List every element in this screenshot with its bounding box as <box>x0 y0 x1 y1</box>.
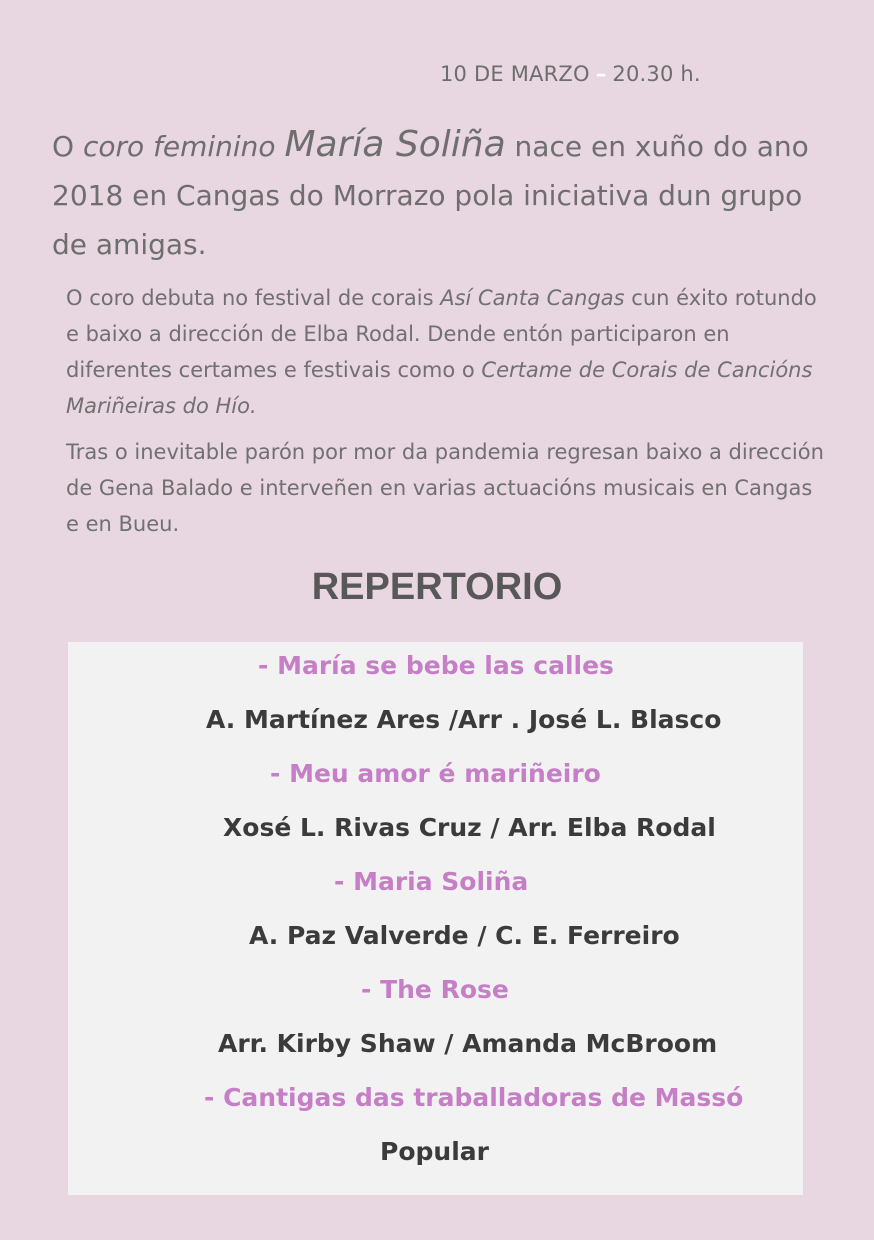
song-author: Xosé L. Rivas Cruz / Arr. Elba Rodal <box>223 813 716 842</box>
separator-dash: – <box>595 62 607 86</box>
repertoire-heading: REPERTORIO <box>311 566 563 608</box>
history-text-a: O coro debuta no festival de corais <box>66 286 441 310</box>
song-author: Popular <box>380 1137 489 1166</box>
intro-text-end: nace en xuño do ano 2018 en Cangas do Morrazo pola iniciativa dun grupo de amigas. <box>52 130 809 261</box>
event-time: 20.30 h. <box>612 62 701 86</box>
song-title: - María se bebe las calles <box>258 651 614 680</box>
intro-text: O <box>52 130 83 163</box>
choir-name: María Soliña <box>284 124 506 165</box>
festival-name: Así Canta Cangas <box>440 286 625 310</box>
intro-italic-text: coro feminino <box>82 130 276 163</box>
event-date: 10 DE MARZO <box>440 62 590 86</box>
song-title: - Meu amor é mariñeiro <box>270 759 601 788</box>
intro-paragraph <box>52 120 842 269</box>
song-author: A. Paz Valverde / C. E. Ferreiro <box>249 921 680 950</box>
certame-name: Certame de Corais de Cancións Mariñeiras do Hío. <box>66 358 813 418</box>
song-title: - Maria Soliña <box>334 867 529 896</box>
repertoire-box <box>68 642 803 1195</box>
event-date-time <box>440 62 701 86</box>
history-text-c: cun éxito rotundo e baixo a dirección de Elba Rodal. Dende entón participaron en diferentes certames e festivais como o <box>66 286 817 382</box>
recent-paragraph: Tras o inevitable parón por mor da pandemia regresan baixo a dirección de Gena Balado e interveñen en varias actuacións musicais en Cangas e en Bueu. <box>66 440 824 536</box>
song-author: Arr. Kirby Shaw / Amanda McBroom <box>218 1029 718 1058</box>
song-title: - The Rose <box>361 975 509 1004</box>
song-author: A. Martínez Ares /Arr . José L. Blasco <box>206 705 722 734</box>
history-paragraph <box>66 280 826 424</box>
song-title: - Cantigas das traballadoras de Massó <box>204 1083 744 1112</box>
